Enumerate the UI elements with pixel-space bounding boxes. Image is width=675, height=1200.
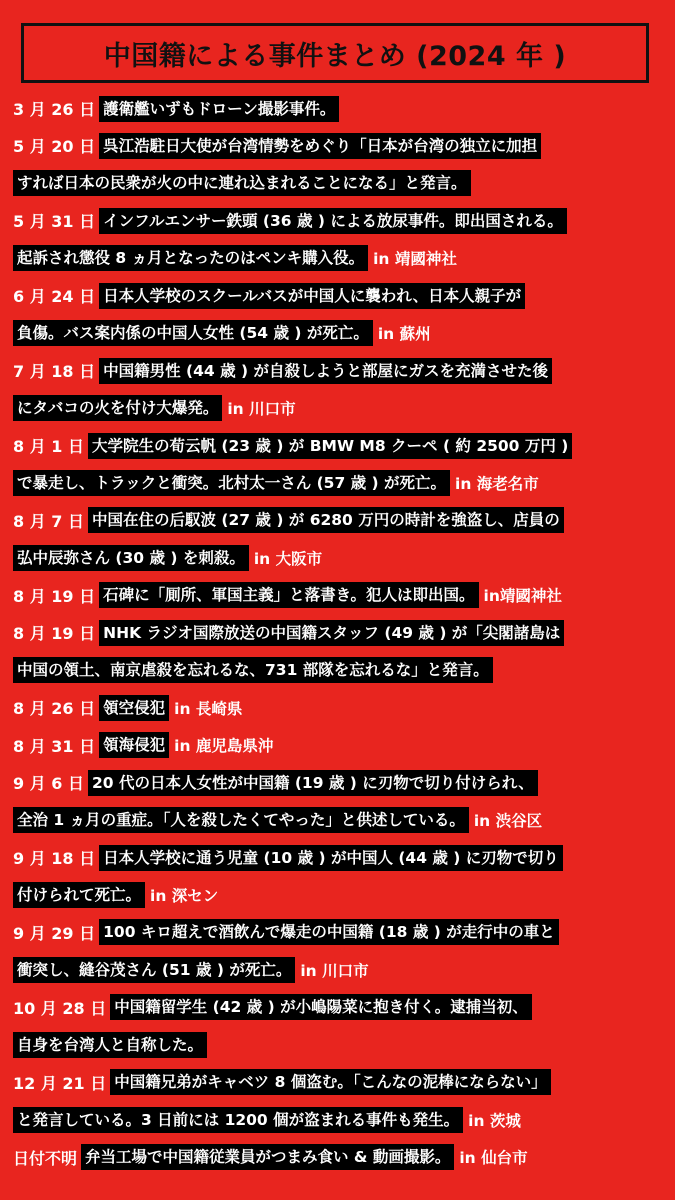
event-line	[13, 390, 296, 427]
event-location: in 仙台市	[459, 1149, 528, 1168]
event-location: in靖國神社	[483, 587, 562, 606]
event-date: 3 月 26 日	[13, 100, 96, 119]
event-text: 中国籍留学生 (42 歳 ) が小嶋陽菜に抱き付く。逮捕当初、	[110, 994, 532, 1020]
event-date: 5 月 20 日	[13, 137, 96, 157]
event-line	[13, 352, 552, 389]
event-line	[13, 614, 564, 651]
event-line	[13, 914, 559, 951]
event-date: 7 月 18 日	[13, 362, 96, 382]
event-date: 12 月 21 日	[13, 1073, 107, 1093]
event-text: 負傷。バス案内係の中国人女性 (54 歳 ) が死亡。	[13, 320, 373, 346]
event-text: と発言している。3 日前には 1200 個が盗まれる事件も発生。	[13, 1107, 463, 1133]
event-text: 弁当工場で中国籍従業員がつまみ食い & 動画撮影。	[81, 1144, 454, 1170]
event-date: 8 月 1 日	[13, 437, 84, 457]
event-text: 大学院生の荀云帆 (23 歳 ) が BMW M8 クーペ ( 約 2500 万円 )	[88, 433, 572, 459]
event-date: 8 月 31 日	[13, 736, 96, 756]
event-line	[13, 427, 572, 464]
event-line	[13, 127, 541, 164]
event-line	[13, 689, 242, 726]
event-date: 8 月 19 日	[13, 586, 96, 606]
event-text: インフルエンサー鉄頭 (36 歳 ) による放尿事件。即出国される。	[99, 208, 567, 234]
event-location: in 長崎県	[174, 699, 243, 718]
event-date: 6 月 24 日	[13, 287, 96, 307]
event-line	[13, 577, 562, 614]
event-text: 全治 1 ヵ月の重症。「人を殺したくてやった」と供述している。	[13, 807, 469, 833]
event-line	[13, 277, 525, 314]
event-location: in 蘇州	[377, 325, 431, 344]
event-line	[13, 1064, 551, 1101]
event-text: 領空侵犯	[99, 695, 169, 721]
event-text: 日本人学校に通う児童 (10 歳 ) が中国人 (44 歳 ) に刃物で切り	[99, 845, 563, 871]
event-text: 中国の領土、南京虐殺を忘れるな、731 部隊を忘れるな」と発言。	[13, 657, 493, 683]
event-line	[13, 951, 369, 988]
event-line	[13, 1101, 521, 1138]
event-text: で暴走し、トラックと衝突。北村太一さん (57 歳 ) が死亡。	[13, 470, 450, 496]
event-line	[13, 202, 567, 239]
event-location: in 川口市	[300, 961, 369, 980]
event-date: 9 月 29 日	[13, 923, 96, 943]
event-text: 呉江浩駐日大使が台湾情勢をめぐり「日本が台湾の独立に加担	[99, 133, 541, 159]
event-text: 100 キロ超えで酒飲んで爆走の中国籍 (18 歳 ) が走行中の車と	[99, 919, 559, 945]
event-location: in 渋谷区	[473, 812, 543, 831]
event-text: 弘中辰弥さん (30 歳 ) を刺殺。	[13, 545, 249, 571]
event-line	[13, 989, 532, 1026]
event-text: すれば日本の民衆が火の中に連れ込まれることになる」と発言。	[13, 170, 471, 196]
event-line	[13, 240, 457, 277]
page-title: 中国籍による事件まとめ (2024 年 )	[103, 40, 567, 72]
event-location: in 茨城	[468, 1111, 521, 1130]
event-line	[13, 90, 339, 127]
event-line	[13, 839, 563, 876]
event-date: 9 月 18 日	[13, 849, 96, 868]
event-text: 中国在住の后馭波 (27 歳 ) が 6280 万円の時計を強盗し、店員の	[88, 507, 564, 533]
event-date: 8 月 7 日	[13, 511, 84, 531]
event-location: in 川口市	[227, 400, 296, 419]
event-text: 領海侵犯	[99, 732, 169, 758]
title-box	[21, 23, 649, 83]
event-date: 8 月 19 日	[13, 624, 96, 644]
event-text: 護衛艦いずもドローン撮影事件。	[99, 96, 339, 122]
event-location: in 大阪市	[253, 549, 323, 568]
event-line	[13, 876, 218, 913]
event-line	[13, 1026, 207, 1063]
event-line	[13, 315, 431, 352]
event-line	[13, 1139, 528, 1176]
event-text: にタバコの火を付け大爆発。	[13, 395, 222, 421]
event-line	[13, 502, 564, 539]
event-location: in 靖國神社	[373, 250, 457, 269]
event-text: 中国籍兄弟がキャベツ 8 個盗む。「こんなの泥棒にならない」	[110, 1069, 550, 1095]
event-location: in 海老名市	[455, 475, 539, 493]
event-date: 8 月 26 日	[13, 699, 96, 719]
event-line	[13, 764, 538, 801]
event-text: 20 代の日本人女性が中国籍 (19 歳 ) に刃物で切り付けられ、	[88, 770, 538, 796]
event-text: 石碑に「厠所、軍国主義」と落書き。犯人は即出国。	[99, 582, 478, 608]
event-line	[13, 465, 539, 502]
event-date: 日付不明	[13, 1148, 78, 1168]
event-text: 自身を台湾人と自称した。	[13, 1032, 207, 1058]
event-line	[13, 539, 322, 576]
event-location: in 深セン	[150, 886, 219, 905]
event-line	[13, 727, 273, 764]
event-location: in 鹿児島県沖	[174, 737, 274, 756]
event-text: NHK ラジオ国際放送の中国籍スタッフ (49 歳 ) が「尖閣諸島は	[99, 620, 564, 646]
event-date: 5 月 31 日	[13, 212, 96, 232]
event-line	[13, 165, 471, 202]
event-date: 9 月 6 日	[13, 774, 84, 794]
event-text: 起訴され懲役 8 ヵ月となったのはペンキ購入役。	[13, 245, 368, 271]
event-date: 10 月 28 日	[13, 998, 107, 1018]
event-text: 付けられて死亡。	[13, 882, 145, 908]
event-line	[13, 802, 542, 839]
event-text: 衝突し、縫谷茂さん (51 歳 ) が死亡。	[13, 957, 295, 983]
event-text: 中国籍男性 (44 歳 ) が自殺しようと部屋にガスを充満させた後	[99, 358, 552, 384]
event-line	[13, 652, 493, 689]
event-text: 日本人学校のスクールバスが中国人に襲われ、日本人親子が	[99, 283, 525, 309]
